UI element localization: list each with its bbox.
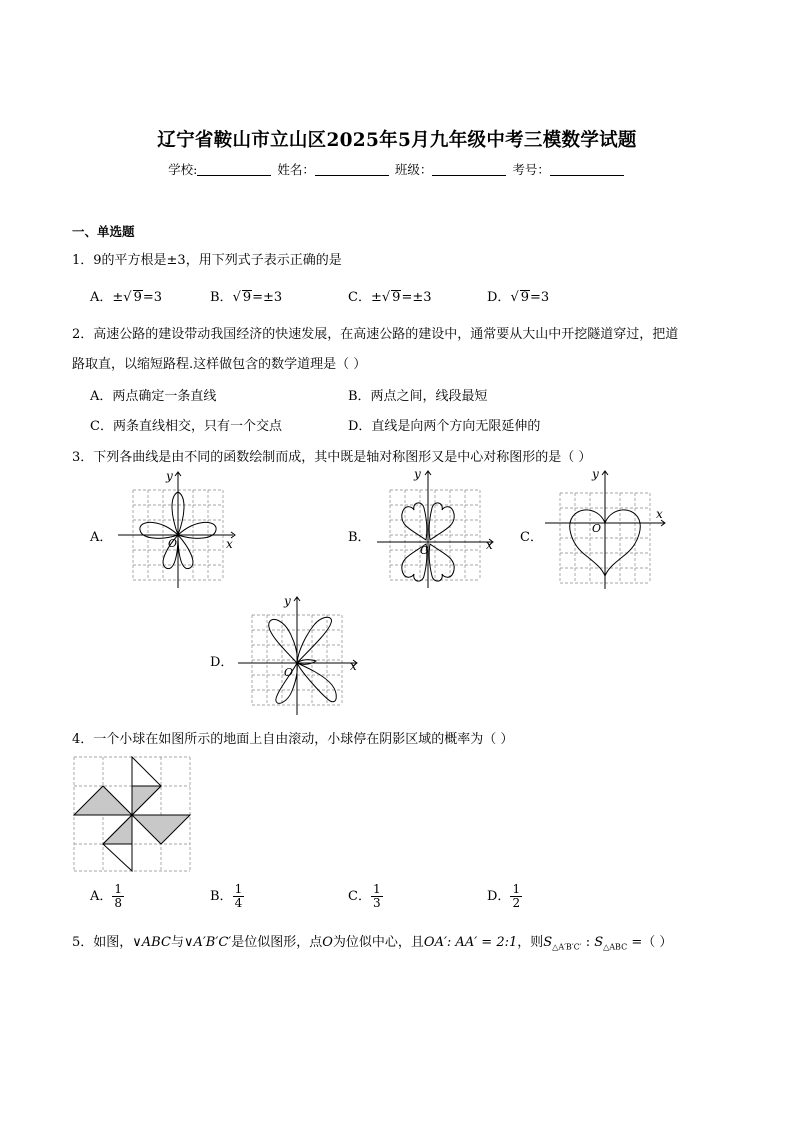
option-label: A． [90, 889, 113, 904]
school-blank[interactable] [197, 163, 271, 176]
q3-option-b-label[interactable]: B． [348, 530, 371, 545]
area-symbol: S [594, 935, 604, 950]
sqrt-sign: √ [123, 290, 132, 305]
q1-option-b[interactable] [210, 286, 282, 305]
option-prefix: ± [112, 290, 124, 305]
radicand: 9 [242, 290, 252, 305]
origin-label: O [284, 666, 294, 679]
question-5-stem [72, 931, 672, 952]
triangle-abc: ∨ABC [132, 935, 171, 950]
denominator: 2 [512, 896, 521, 910]
student-info-line [0, 160, 794, 178]
denominator: 4 [234, 896, 243, 910]
q5-text: 5．如图， [72, 935, 133, 950]
q3-option-d-label[interactable]: D． [210, 655, 234, 670]
shaded-triangle [74, 786, 132, 815]
sqrt-sign: √ [232, 290, 241, 305]
shaded-triangle [103, 815, 132, 844]
x-label: x [486, 538, 493, 552]
option-prefix: ± [370, 290, 382, 305]
sqrt-sign: √ [381, 290, 391, 305]
q3-option-c-label[interactable]: C． [520, 530, 543, 545]
q4-option-b[interactable] [210, 883, 244, 910]
q5-text: : [581, 935, 595, 950]
option-rest: =3 [530, 290, 550, 305]
question-3-stem: 3．下列各曲线是由不同的函数绘制而成，其中既是轴对称图形又是中心对称图形的是（ ） [72, 450, 592, 465]
ratio-expression: OA′: AA′ = 2:1 [423, 935, 518, 950]
number-label: 考号： [512, 162, 550, 177]
q2-option-b[interactable]: B．两点之间，线段最短 [348, 389, 488, 404]
option-label: D． [487, 889, 511, 904]
page-title: 辽宁省鞍山市立山区2025年5月九年级中考三模数学试题 [157, 130, 637, 151]
origin-label: O [168, 537, 178, 550]
origin-label: O [420, 544, 430, 557]
number-blank[interactable] [550, 163, 624, 176]
numerator: 1 [234, 882, 243, 896]
school-label: 学校: [168, 162, 198, 177]
y-label: y [592, 467, 599, 481]
x-label: x [656, 507, 663, 521]
area-symbol: S [543, 935, 553, 950]
denominator: 3 [372, 896, 381, 910]
origin-label: O [592, 522, 602, 535]
q4-pinwheel-figure [72, 755, 192, 873]
question-2-line-2: 路取直，以缩短路程.这样做包含的数学道理是（ ） [72, 357, 367, 372]
q1-option-c[interactable] [348, 286, 432, 305]
question-1-stem: 1．9的平方根是±3，用下列式子表示正确的是 [72, 253, 342, 268]
section-heading: 一、单选题 [72, 224, 135, 239]
option-rest: =±3 [252, 290, 283, 305]
numerator: 1 [114, 882, 123, 896]
fraction [371, 883, 383, 910]
q3-option-a-label[interactable]: A． [90, 530, 113, 545]
area-subscript: △A′B′C′ [552, 942, 582, 952]
fraction [112, 883, 124, 910]
class-blank[interactable] [432, 163, 506, 176]
option-rest: =3 [142, 290, 163, 305]
shaded-triangle [132, 815, 190, 844]
option-label: C． [348, 290, 371, 305]
y-label: y [414, 468, 421, 481]
numerator: 1 [372, 882, 381, 896]
triangle-a-prime: ∨A′B′C′ [183, 935, 232, 950]
numerator: 1 [512, 882, 521, 896]
option-label: C． [348, 889, 371, 904]
q3-figure-c [542, 466, 672, 591]
fraction [510, 883, 522, 910]
q1-option-d[interactable] [487, 286, 549, 305]
option-label: B． [210, 889, 233, 904]
name-blank[interactable] [315, 163, 389, 176]
q5-text: ，则 [517, 935, 544, 950]
question-2-line-1: 2．高速公路的建设带动我国经济的快速发展，在高速公路的建设中，通常要从大山中开挖隧道穿过，把道 [72, 327, 679, 342]
name-label: 姓名： [277, 162, 315, 177]
denominator: 8 [114, 896, 123, 910]
option-label: D． [487, 290, 511, 305]
shaded-triangle [132, 786, 161, 815]
q5-text: 与 [170, 935, 184, 950]
class-label: 班级： [394, 162, 433, 177]
q4-option-d[interactable] [487, 883, 522, 910]
q2-option-d[interactable]: D．直线是向两个方向无限延伸的 [348, 419, 541, 434]
x-label: x [350, 659, 357, 673]
q3-figure-d [236, 593, 366, 718]
fraction [233, 883, 245, 910]
q5-text: =（ ） [627, 935, 673, 950]
option-rest: =±3 [401, 290, 432, 305]
area-subscript: △ABC [603, 942, 628, 952]
q5-text: 是位似图形，点 [231, 935, 323, 950]
sqrt-sign: √ [510, 290, 519, 305]
q3-figure-a [118, 468, 248, 593]
radicand: 9 [392, 290, 401, 305]
q3-figure-b [372, 468, 502, 593]
q4-option-a[interactable] [90, 883, 124, 910]
q4-option-c[interactable] [348, 883, 383, 910]
option-label: A． [90, 290, 113, 305]
q2-option-a[interactable]: A．两点确定一条直线 [90, 389, 217, 404]
q5-text: 为位似中心，且 [332, 935, 424, 950]
option-label: B． [210, 290, 233, 305]
y-label: y [284, 594, 291, 608]
x-label: x [226, 537, 233, 551]
radicand: 9 [520, 290, 530, 305]
y-label: y [166, 469, 173, 483]
radicand: 9 [133, 290, 142, 305]
q2-option-c[interactable]: C．两条直线相交，只有一个交点 [90, 419, 282, 434]
q1-option-a[interactable] [90, 286, 162, 305]
question-4-stem: 4．一个小球在如图所示的地面上自由滚动，小球停在阴影区域的概率为（ ） [72, 732, 514, 747]
center-point: O [322, 935, 333, 950]
